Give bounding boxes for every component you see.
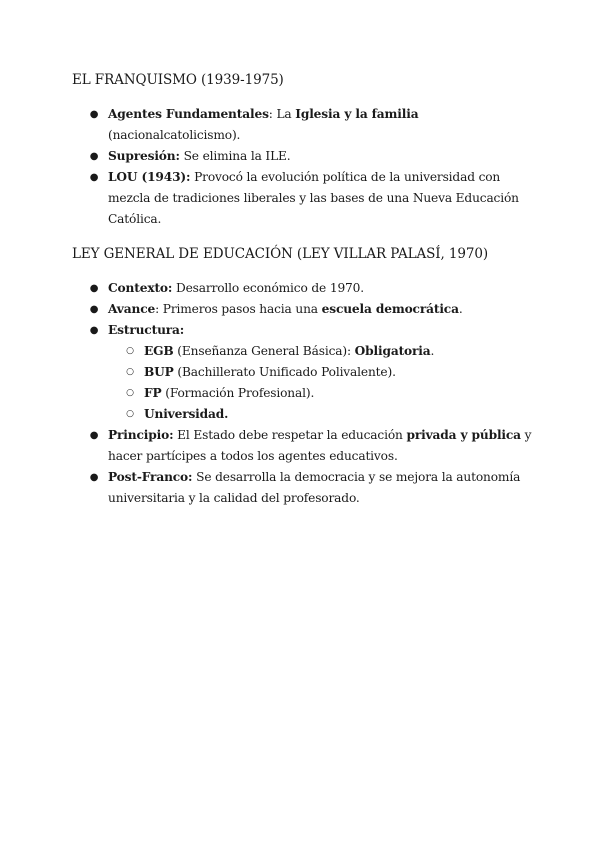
item-separator: : (155, 302, 160, 316)
circle-bullet-icon: ○ (126, 388, 134, 398)
item-text: Provocó la evolución política de la universidad con mezcla de tradiciones liberales y las bases de una Nueva Educación Católica. (108, 170, 519, 226)
item-emphasis: Iglesia y la familia (295, 107, 419, 121)
subitem-text: (Formación Profesional). (161, 386, 315, 400)
subitem-label: EGB (144, 344, 174, 358)
item-label: Post-Franco (108, 470, 189, 484)
bullet-icon: ● (89, 283, 99, 294)
subitem-label: BUP (144, 365, 174, 379)
sublist-item (108, 383, 532, 404)
item-text: (nacionalcatolicismo). (108, 128, 241, 142)
item-separator: : (179, 323, 185, 337)
item-separator: : (268, 107, 273, 121)
item-label: Supresión (108, 149, 176, 163)
item-text: . (458, 302, 463, 316)
circle-bullet-icon: ○ (126, 346, 134, 356)
document-content (72, 70, 532, 509)
ley-general-list (72, 278, 532, 509)
list-item (72, 278, 532, 299)
bullet-icon: ● (89, 172, 99, 183)
list-item (72, 320, 532, 425)
section-title-ley-general: LEY GENERAL DE EDUCACIÓN (LEY VILLAR PALASÍ, 1970) (72, 246, 489, 262)
item-text: El Estado debe respetar la educación (173, 428, 407, 442)
sublist-item (108, 404, 532, 425)
estructura-sublist (108, 341, 532, 425)
item-emphasis: privada y pública (406, 428, 521, 442)
franquismo-list (72, 104, 532, 230)
list-item (72, 467, 532, 509)
item-text: y hacer partícipes a todos los agentes educativos. (108, 428, 532, 463)
sublist-item (108, 362, 532, 383)
item-separator: : (169, 428, 174, 442)
sublist-item (108, 341, 532, 362)
item-text: Desarrollo económico de 1970. (172, 281, 364, 295)
subitem-text: (Enseñanza General Básica): (173, 344, 355, 358)
item-separator: : (188, 470, 193, 484)
item-label: Principio (108, 428, 170, 442)
subitem-label: Universidad (144, 407, 225, 421)
list-item (72, 104, 532, 146)
item-label: Avance (108, 302, 156, 316)
bullet-icon: ● (89, 325, 99, 336)
bullet-icon: ● (89, 304, 99, 315)
item-separator: : (175, 149, 180, 163)
section-title-franquismo: EL FRANQUISMO (1939-1975) (72, 72, 284, 88)
subitem-text: (Bachillerato Unificado Polivalente). (173, 365, 396, 379)
subitem-emphasis: Obligatoria (354, 344, 431, 358)
bullet-icon: ● (89, 151, 99, 162)
subitem-label: FP (144, 386, 162, 400)
item-emphasis: escuela democrática (321, 302, 459, 316)
item-label: Estructura (108, 323, 180, 337)
item-separator: : (186, 170, 191, 184)
bullet-icon: ● (89, 472, 99, 483)
bullet-icon: ● (89, 109, 99, 120)
subitem-text: . (224, 407, 229, 421)
list-item (72, 146, 532, 167)
list-item (72, 167, 532, 230)
item-text: Se desarrolla la democracia y se mejora la autonomía universitaria y la calidad del profesorado. (108, 470, 521, 505)
item-text: La (272, 107, 296, 121)
list-item (72, 299, 532, 320)
bullet-icon: ● (89, 430, 99, 441)
item-text: Se elimina la ILE. (179, 149, 291, 163)
circle-bullet-icon: ○ (126, 409, 134, 419)
subitem-text: . (430, 344, 435, 358)
circle-bullet-icon: ○ (126, 367, 134, 377)
item-separator: : (167, 281, 173, 295)
item-text: Primeros pasos hacia una (159, 302, 322, 316)
item-label: LOU (1943) (108, 170, 187, 184)
list-item (72, 425, 532, 467)
item-label: Agentes Fundamentales (108, 107, 269, 121)
item-label: Contexto (108, 281, 168, 295)
